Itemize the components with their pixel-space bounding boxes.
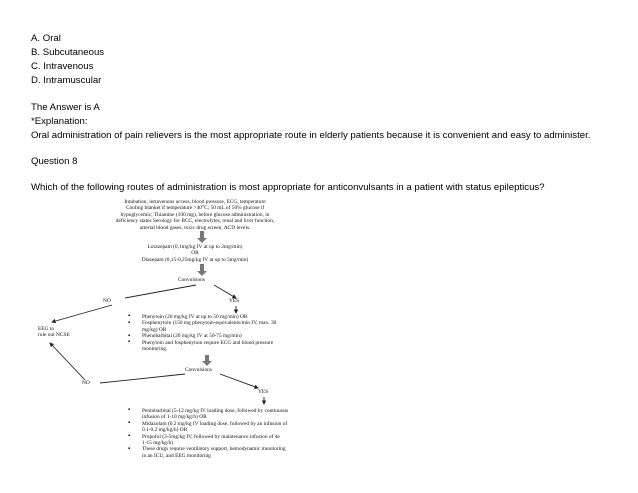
question-text: Which of the following routes of administration is most appropriate for anticonvulsants in a patient with status epilepticus?: [31, 182, 545, 193]
option-b: B. Subcutaneous: [31, 47, 105, 58]
arrow-no-2-to-eeg: [50, 343, 85, 380]
flowchart-first-line: Lorazepam (0,1mg/kg IV at up to 2mg/min) OR Diazepam (0,15-0,25mg/kg IV at up to 5mg/min): [141, 244, 249, 263]
yes-label-2: YES: [258, 389, 269, 395]
no-label-1: NO: [103, 298, 111, 304]
option-a: A. Oral: [31, 33, 61, 44]
convulsions-label-2: Convulsions: [185, 367, 212, 373]
down-arrow-2: [197, 264, 207, 276]
no-label-2: NO: [82, 380, 90, 386]
down-arrow-1: [197, 231, 207, 243]
option-d: D. Intramuscular: [31, 75, 102, 86]
explanation-text: Oral administration of pain relievers is the most appropriate route in elderly patients because it is convenient and easy to administer.: [31, 130, 591, 141]
flowchart-intro: Intubation, intravenous access, blood pressure, ECG, temperature Cooling blanket if temperature >40°C; 50 mL of 50% glucose if hypoglycemic; Thiamine (100 mg), before glucose administration, in deficiency states Serology for BCC, electrolytes, renal and liver function, arterial blood gases, toxic drug screen, ACD levels.: [115, 199, 275, 231]
question-number: Question 8: [31, 156, 78, 167]
down-arrow-3: [202, 355, 212, 366]
arrow-to-yes-2: [220, 374, 258, 388]
answer-line: The Answer is A: [31, 102, 100, 113]
arrow-to-eeg: [52, 305, 112, 322]
yes-label-1: YES: [229, 298, 240, 304]
convulsions-label-1: Convulsions: [178, 277, 205, 283]
arrow-to-no-1: [125, 285, 196, 298]
option-c: C. Intravenous: [31, 61, 94, 72]
explanation-label: *Explanation:: [31, 116, 88, 127]
eeg-box: EEG to rule out NCSE: [38, 326, 70, 339]
arrow-to-yes-1: [214, 285, 236, 298]
arrow-to-no-2: [100, 374, 185, 383]
